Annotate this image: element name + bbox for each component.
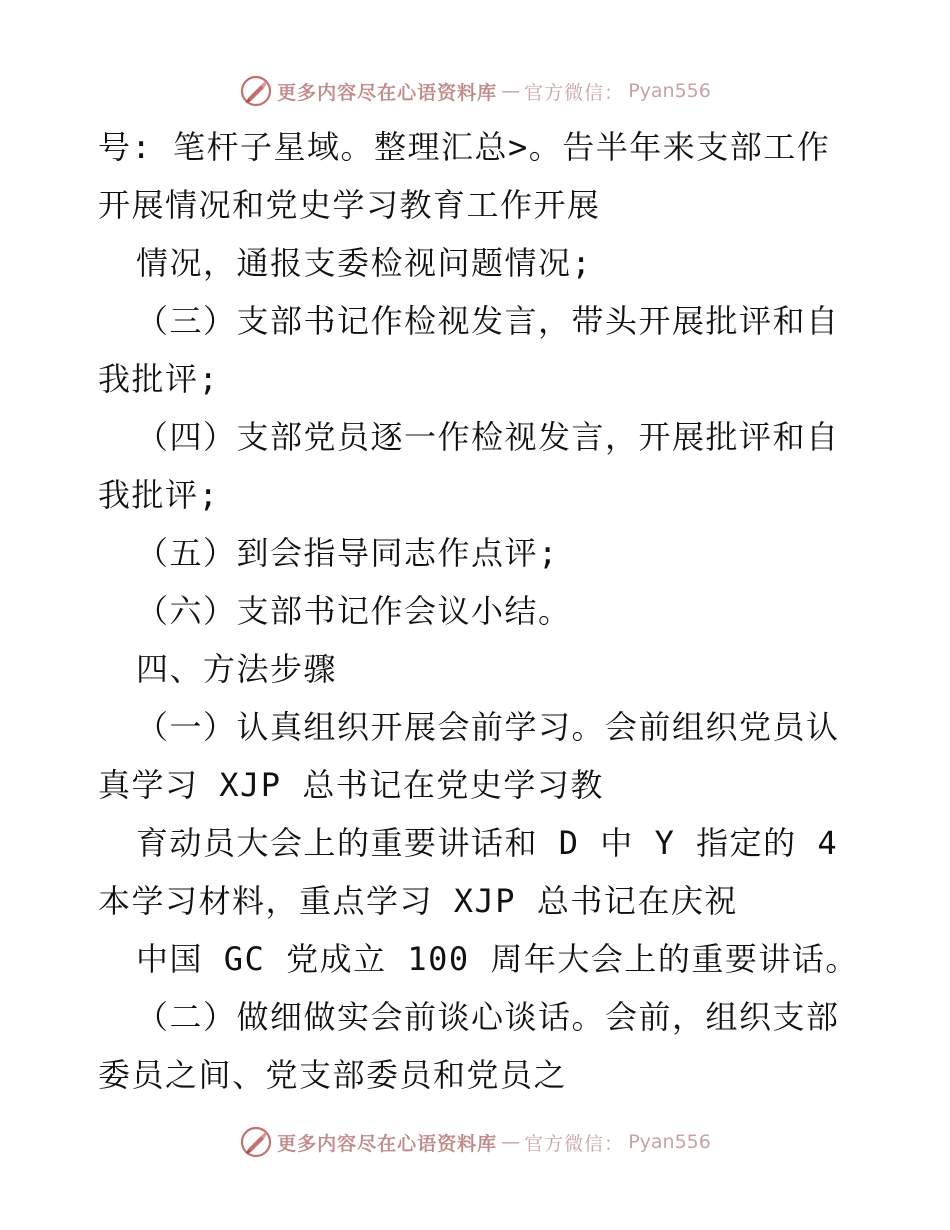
watermark-wechat-id: Pyan556 (628, 1131, 711, 1153)
watermark-dash: — (501, 80, 521, 102)
text-line: 我批评; (98, 360, 220, 398)
text-line: 本学习材料，重点学习 XJP 总书记在庆祝 (98, 882, 738, 920)
watermark-wechat-id: Pyan556 (628, 80, 711, 102)
text-line: （二）做细做实会前谈心谈话。会前，组织支部 (136, 998, 840, 1036)
document-body (98, 118, 868, 1104)
text-line: 委员之间、党支部委员和党员之 (98, 1056, 568, 1094)
text-line: 我批评; (98, 476, 220, 514)
text-line: （六）支部书记作会议小结。 (136, 592, 572, 630)
text-line: 情况，通报支委检视问题情况; (136, 244, 593, 282)
watermark-sub-text: 官方微信： (524, 1132, 625, 1155)
pen-logo-icon (239, 1125, 273, 1159)
watermark-dash: — (501, 1131, 521, 1153)
pen-logo-icon (239, 74, 273, 108)
watermark-main-text: 更多内容尽在心语资料库 (277, 81, 498, 104)
header-watermark (0, 74, 950, 108)
footer-watermark (0, 1125, 950, 1159)
watermark-main-text: 更多内容尽在心语资料库 (277, 1132, 498, 1155)
watermark-sub-text: 官方微信： (524, 81, 625, 104)
text-line: 中国 GC 党成立 100 周年大会上的重要讲话。 (136, 940, 859, 978)
text-line: （四）支部党员逐一作检视发言，开展批评和自 (136, 418, 840, 456)
text-line: （三）支部书记作检视发言，带头开展批评和自 (136, 302, 840, 340)
text-line: 开展情况和党史学习教育工作开展 (98, 186, 601, 224)
text-line: 真学习 XJP 总书记在党史学习教 (98, 766, 604, 804)
text-line: 育动员大会上的重要讲话和 D 中 Y 指定的 4 (136, 824, 839, 862)
section-heading: 四、方法步骤 (136, 650, 338, 688)
text-line: （五）到会指导同志作点评; (136, 534, 559, 572)
text-line: 号: 笔杆子星域。整理汇总>。告半年来支部工作 (98, 128, 831, 166)
text-line: （一）认真组织开展会前学习。会前组织党员认 (136, 708, 840, 746)
